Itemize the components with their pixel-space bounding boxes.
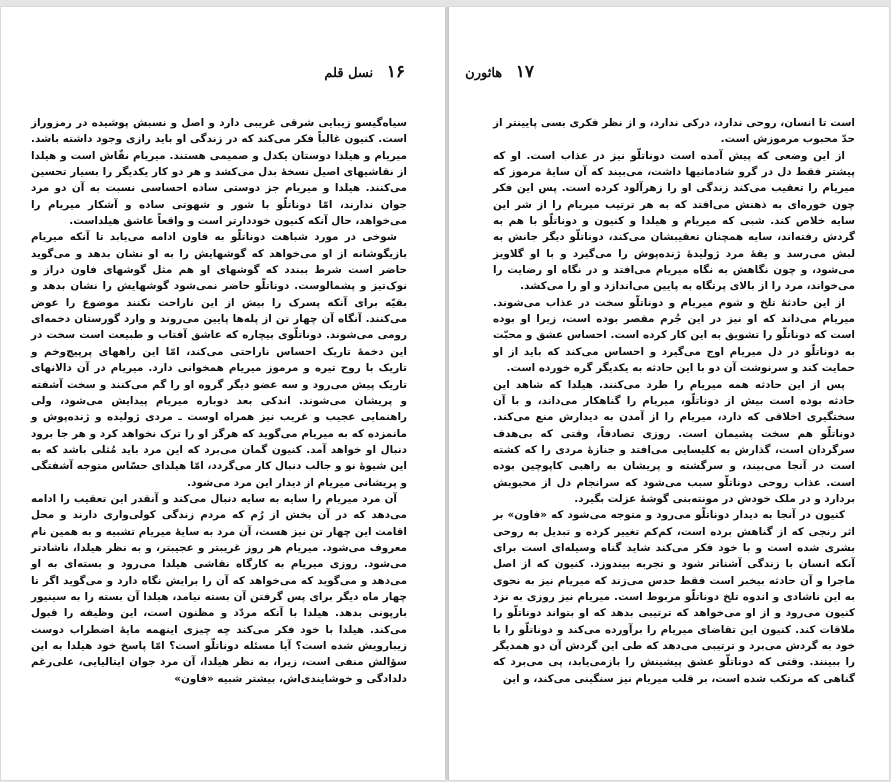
paragraph: از این حادثهٔ تلخ و شوم میریام و دوناتلّو سخت در عذاب می‌شوند. میریام می‌داند که او نیز در این جُرم مقصر بوده است، زیرا او بوده است که دوناتلّو را تشویق به این کار کرده است. احساس عشق و محبّت به دوناتلّو در دل میریام اوج می‌گیرد و احساس می‌کند که باید از او حمایت کند و سرنوشت آن دو با این حادثه به یکدیگر گره خورده است.	[493, 296, 855, 375]
running-title: هاثورن	[465, 66, 503, 81]
page-right	[449, 7, 889, 780]
page-body-left	[31, 115, 407, 687]
paragraph: پس از این حادثه همه میریام را طرد می‌کنند. هیلدا که شاهد این حادثه بوده است بیش از دوناتلّو، میریام را گناهکار می‌داند، و با آن سختگیری اخلاقی که دارد، میریام را از آمدن به دیدارش منع می‌کند. دوناتلّو هم سخت پشیمان است. روزی تصادفاً، وقتی که بی‌هدف سرگردان است، گذارش به کلیسایی می‌افتد و جنازهٔ مردی را که کشته است در آنجا می‌بیند، و سرگشته و پریشان به راهبی کاپوچین بوده است. عذاب روحی دوناتلّو سبب می‌شود که سرانجام دل از محبوبش بردارد و در ملک خودش در مونته‌بنی گوشهٔ عزلت بگیرد.	[493, 378, 855, 505]
page-number: ۱۷	[515, 62, 534, 82]
paragraph: است تا انسان، روحی ندارد، درکی ندارد، و از نظر فکری بسی پایینتر از حدّ محبوب مرموزش است.	[493, 117, 855, 146]
page-number: ۱۶	[386, 62, 405, 82]
page-body-right	[493, 115, 855, 687]
page-header-right	[465, 62, 534, 82]
page-left	[1, 7, 445, 780]
paragraph: سیاه‌گیسو زیبایی شرقی غریبی دارد و اصل و نسبش پوشیده در رمزوراز است. کنیون غالباً فکر می‌کند که در زندگی او باید رازی وجود داشته باشد. میریام و هیلدا دوستان یکدل و صمیمی هستند. میریام نقّاش است و هیلدا از نقاشیهای اصیل نسخهٔ بدل می‌کشد و هر دو کار یکدیگر را بسیار تحسین می‌کنند. هیلدا و میریام جز دوستی ساده احساسی نسبت به آن دو مرد جوان ندارند، امّا دوناتلّو با شور و شهوتی ساده و آشکار میریام را می‌خواهد، حال آنکه کنیون خوددارتر است و واقعاً عاشق هیلداست.	[31, 117, 407, 228]
paragraph: شوخی در مورد شباهت دوناتلّو به فاون ادامه می‌یابد تا آنکه میریام بازیگوشانه از او می‌خواهد که گوشهایش را به او نشان بدهد و می‌گوید حاضر است شرط ببندد که گوشهای او هم مثل گوشهای فاون دراز و نوک‌تیز و پشمالوست. دوناتلّو حاضر نمی‌شود گوشهایش را نشان بدهد و بقیّه برای آنکه پسرک را بیش از این ناراحت نکنند موضوع را عوض می‌کنند. آنگاه آن چهار تن از پله‌ها پایین می‌روند و وارد گورستان دخمه‌ای رومی می‌شوند. دوناتلّوی بیچاره که عاشق آفتاب و طبیعت است سخت در این دخمهٔ تاریک احساس ناراحتی می‌کند، امّا این راههای پرپیچ‌وخم و تاریک با روح تیره و مرموز میریام همخوانی دارد. میریام در آن دالانهای تاریک پیش می‌رود و سه عضو دیگر گروه او را گم می‌کنند و سخت آشفته و پریشان می‌شوند. اندکی بعد دوباره میریام پیدایش می‌شود، ولی راهنمایی عجیب و غریب نیز همراه اوست ـ مردی ژولیده و ژنده‌پوش و مانمزده که به میریام می‌گوید که هرگز او را ترک نخواهد کرد و هر جا برود دنبال او خواهد آمد. کنیون گمان می‌برد که این مرد باید مُثلی باشد که به این شیوهٔ نو و جالب دنبال کار می‌گردد، امّا هیلدای حسّاس متوجه آشفتگی و پریشانی میریام از دیدار این مرد می‌شود.	[31, 231, 407, 489]
paragraph: آن مرد میریام را سایه به سایه دنبال می‌کند و آنقدر این تعقیب را ادامه می‌دهد که در آن بخش از رُم که مردم زندگی کولی‌واری دارند و محل اقامت این چهار تن نیز هست، آن مرد به سایهٔ میریام تشبیه و به همین نام معروف می‌شود. میریام هر روز غریبتر و عجیبتر، و به نظر هیلدا، ناشادتر می‌شود. روزی میریام به کارگاه نقاشی هیلدا می‌رود و بسته‌ای به او می‌دهد و می‌گوید که می‌خواهد که آن را برایش نگاه دارد و می‌گوید اگر تا چهار ماه دیگر برای پس گرفتن آن بسته نیامد، هیلدا آن بسته را به سینیور بارپونی بدهد. هیلدا با آنکه مردّد و مظنون است، این وظیفه را قبول می‌کند. هیلدا با خود فکر می‌کند چه چیزی اینهمه مایهٔ اضطراب دوست زیبارویش شده است؟ آیا مسئله دوناتلّو است؟ امّا پاسخ خود هیلدا به این سؤالش منفی است، زیرا، به نظر هیلدا، آن مرد جوان ایتالیایی، علی‌رغم دلدادگی و خوشایندی‌اش، بیشتر شبیه «فاون»	[31, 492, 407, 685]
running-title: نسل قلم	[324, 66, 374, 81]
paragraph: از این وضعی که پیش آمده است دوناتلّو نیز در عذاب است. او که پیشتر فقط دل در گرو شادمانیها داشت، می‌بیند که آن سایهٔ مرموز که میریام را تعقیب می‌کند زندگی او را زهرآلود کرده است. پس این فکر چون خوره‌ای به ذهنش می‌افتد که به هر ترتیب میریام را از شر این سایه خلاص کند. شبی که میریام و هیلدا و کنیون و دوناتلّو با هم به گردش رفته‌اند، سایه همچنان تعقیبشان می‌کند، دوناتلّو دیگر جانش به لبش می‌رسد و یقهٔ مرد ژولیدهٔ ژنده‌پوش را می‌گیرد و با او گلاویز می‌شود، و چون نگاهش به نگاه میریام می‌افتد و در نگاه او رضایت را می‌خواند، مرد را از بالای پرتگاه به پایین می‌اندازد و او را می‌کشد.	[493, 149, 855, 293]
page-header-left	[324, 62, 405, 82]
paragraph: کنیون در آنجا به دیدار دوناتلّو می‌رود و متوجه می‌شود که «فاون» بر اثر رنجی که از گناهش برده است، کم‌کم تغییر کرده و تبدیل به روحی بشری شده است و با خود فکر می‌کند شاید گناه وسیله‌ای است برای آنکه انسان با زندگی آشناتر شود و تجربه بیندوزد. کنیون که از اصل ماجرا و آن حادثه بیخبر است فقط حدس می‌زند که میریام نیز به نحوی به این ناشادی و اندوه تلخ دوناتلّو مربوط است. میریام نیز روزی به نزد کنیون می‌رود و از او می‌خواهد که ترتیبی بدهد که او بتواند دوناتلّو را ملاقات کند. کنیون این تقاضای میریام را برآورده می‌کند و دوناتلّو را با خود به گردش می‌برد و ترتیبی می‌دهد که طی این گردش آن دو همدیگر را ببینند. وقتی که دوناتلّو عشق پیشینش را بازمی‌یابد، پی می‌برد که گناهی که مرتکب شده است، بر قلب میریام نیز سنگینی می‌کند، و این	[493, 509, 855, 685]
